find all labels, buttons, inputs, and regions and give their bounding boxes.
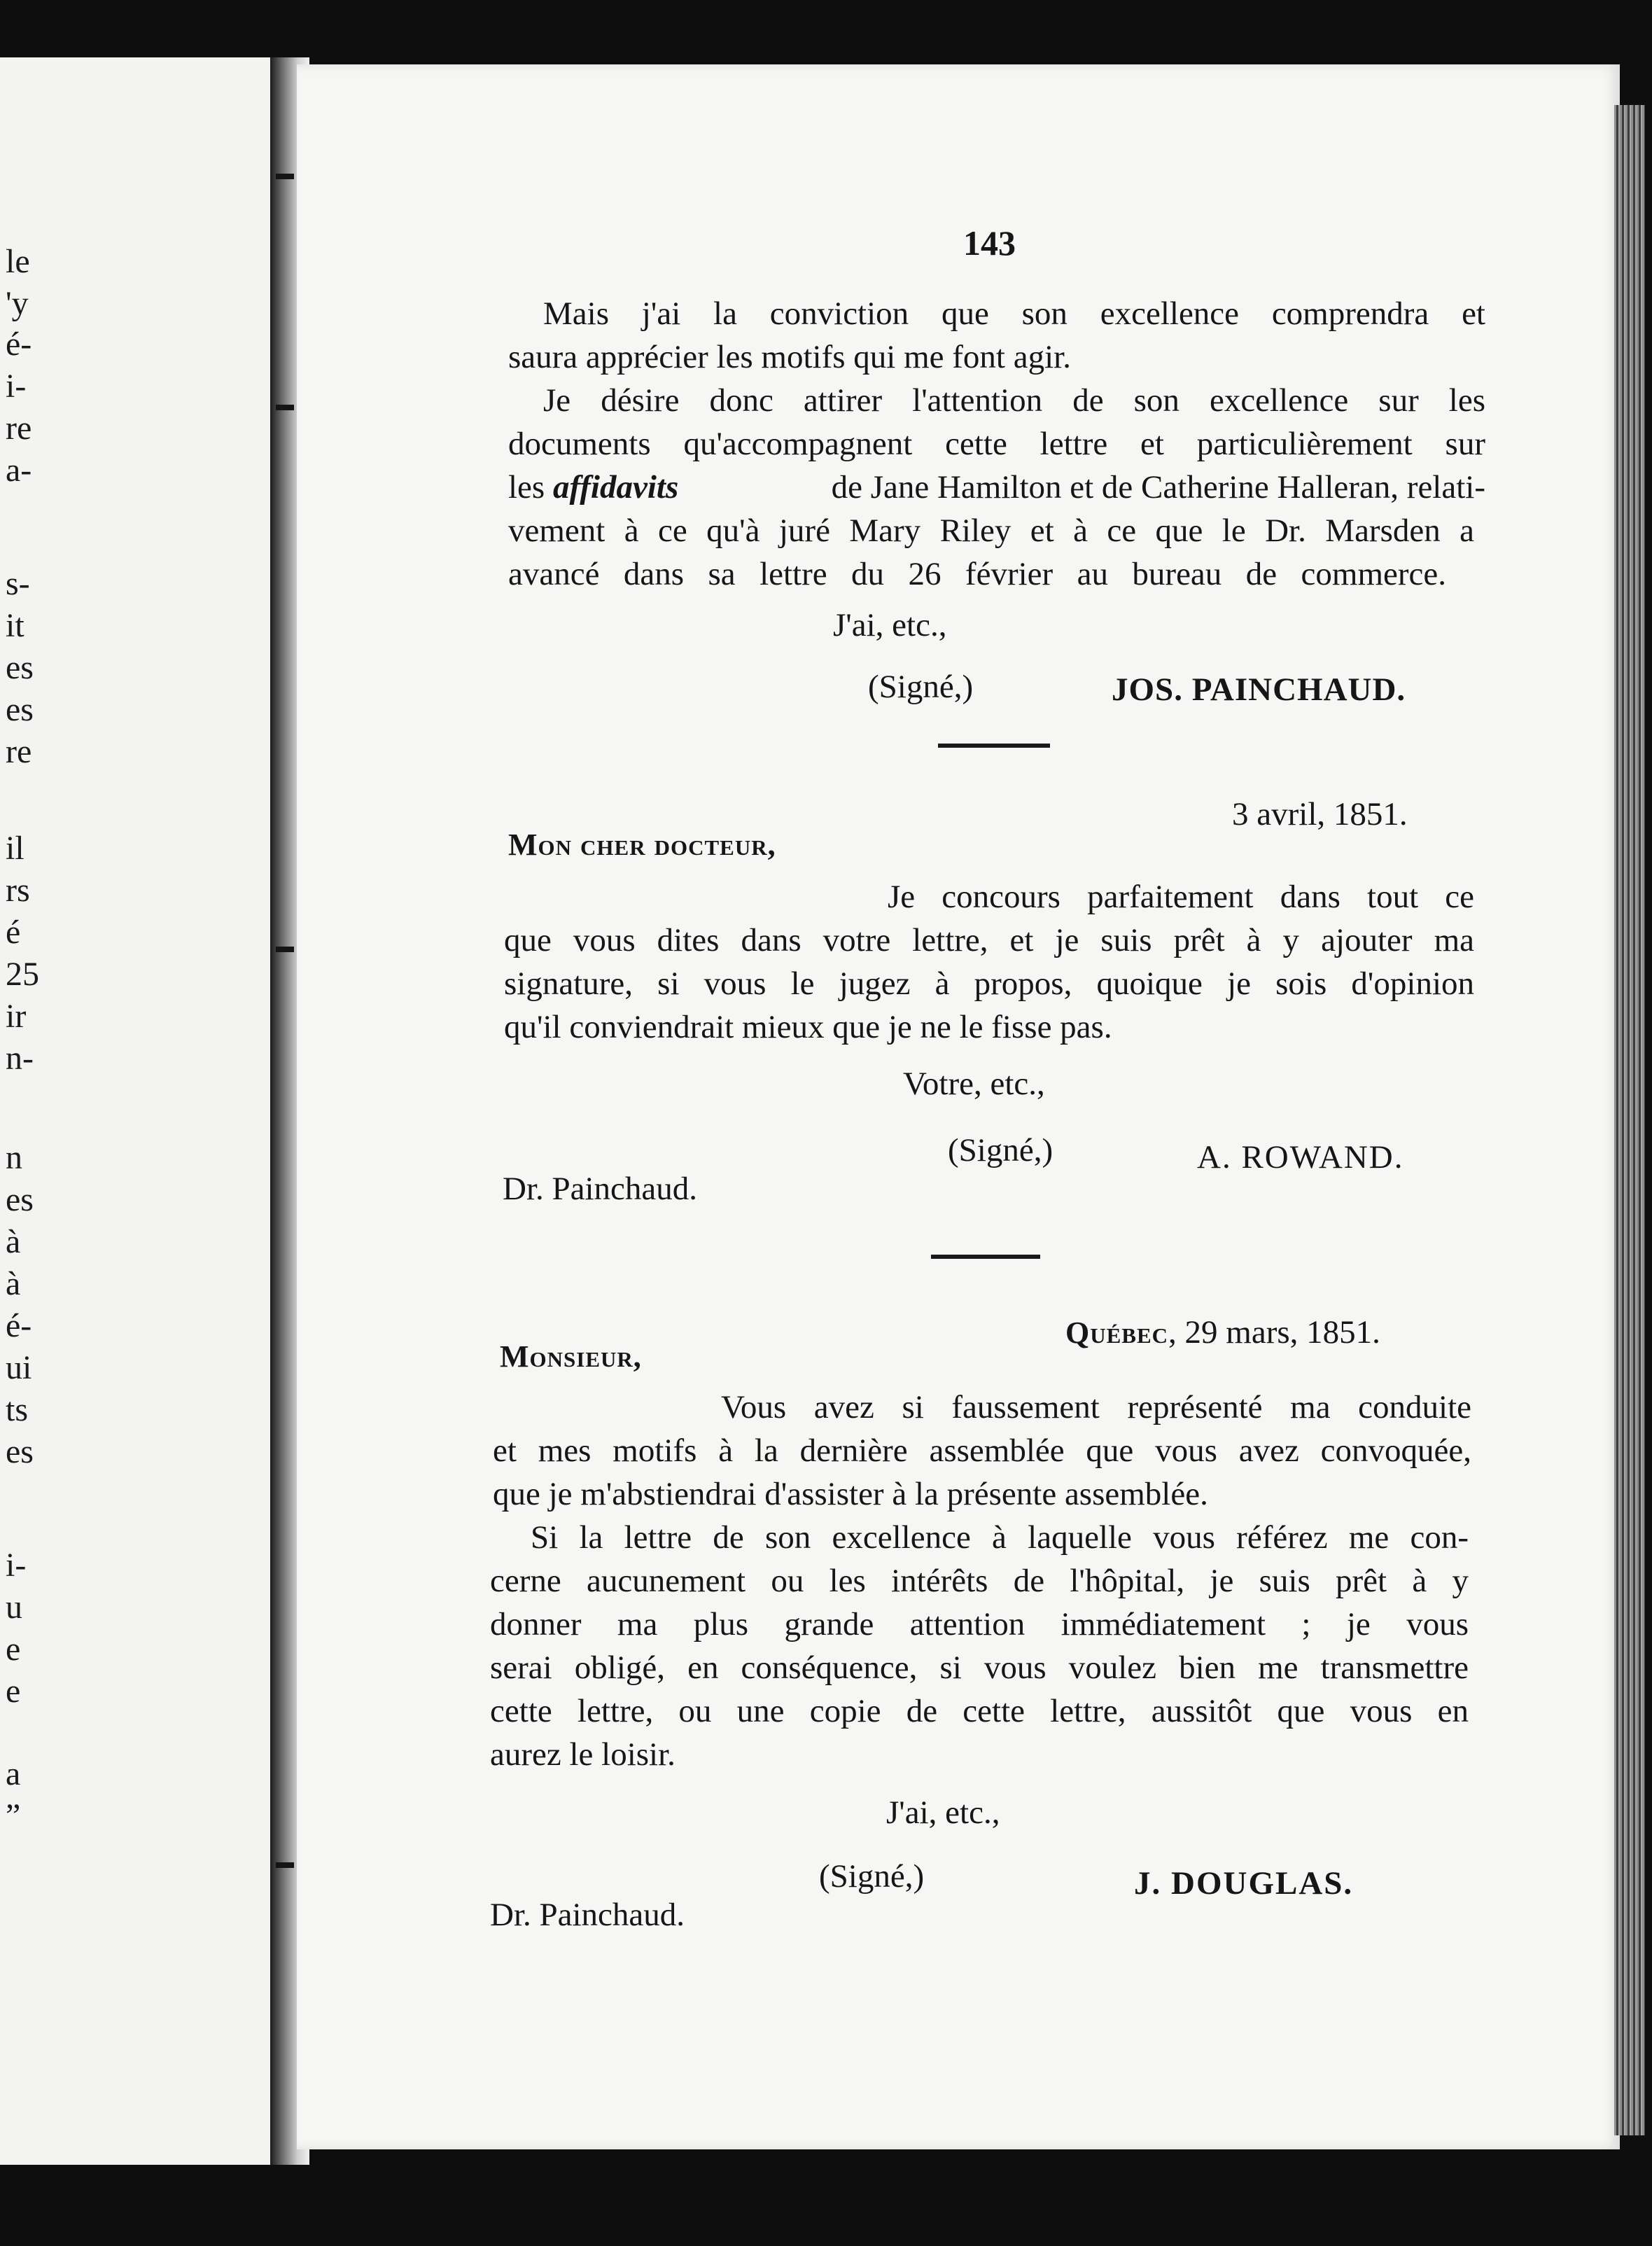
left-page-fragment: ” [6,1797,21,1834]
body-line: cerne aucunement ou les intérêts de l'hôpital, je suis prêt à y [490,1563,1469,1599]
left-page-fragment: a [6,1755,21,1792]
left-page-fragment: à [6,1265,21,1302]
left-page-fragment: le [6,243,30,280]
binding-stitch [276,405,294,410]
body-line: qu'il conviendrait mieux que je ne le fisse pas. [504,1009,1112,1045]
letter-dateline [1065,1316,1380,1349]
letter-date: 3 avril, 1851. [1232,796,1408,832]
body-line: serai obligé, en conséquence, si vous voulez bien me transmettre [490,1649,1469,1686]
addressee: Dr. Painchaud. [490,1897,685,1933]
body-line: que je m'abstiendrai d'assister à la présente assemblée. [493,1476,1208,1512]
left-page-fragment: a- [6,452,32,489]
left-page-fragment: i- [6,368,27,405]
body-line [508,471,1485,504]
left-page-fragment: é- [6,1307,32,1344]
body-line: aurez le loisir. [490,1736,676,1773]
closing: J'ai, etc., [833,607,947,643]
body-line: documents qu'accompagnent cette lettre et particulièrement sur [508,426,1485,462]
left-page-fragment: i- [6,1547,27,1584]
affidavits-line-rest: de Jane Hamilton et de Catherine Halleran, relati- [831,469,1485,505]
signature: JOS. PAINCHAUD. [1112,671,1406,708]
facing-page-left [0,57,274,2165]
binding-stitch [276,947,294,952]
signature: A. ROWAND. [1197,1139,1404,1176]
signed-mark: (Signé,) [948,1132,1054,1169]
closing: J'ai, etc., [886,1794,1000,1831]
body-line: Si la lettre de son excellence à laquelle vous référez me con- [531,1519,1469,1556]
page-number: 143 [963,223,1016,263]
body-line: vement à ce qu'à juré Mary Riley et à ce que le Dr. Marsden a [508,512,1474,549]
separator-rule [931,1255,1040,1259]
separator-rule [938,744,1050,748]
binding-stitch [276,174,294,179]
left-page-fragment: it [6,607,24,644]
body-line: Je désire donc attirer l'attention de son excellence sur les [543,382,1485,419]
left-page-fragment: s- [6,565,30,602]
body-line: avancé dans sa lettre du 26 février au bureau de commerce. [508,556,1446,592]
letter-date: , 29 mars, 1851. [1168,1314,1380,1351]
addressee: Dr. Painchaud. [503,1171,698,1207]
closing: Votre, etc., [903,1066,1045,1102]
left-page-fragment: es [6,649,34,686]
place-name: Québec [1065,1316,1169,1350]
left-page-fragment: il [6,830,24,867]
body-line: Vous avez si faussement représenté ma conduite [721,1389,1471,1425]
left-page-fragment: n [6,1139,22,1176]
signature: J. DOUGLAS. [1134,1865,1354,1902]
left-page-fragment: n- [6,1040,34,1077]
italic-affidavits: affidavits [552,469,679,505]
body-line: saura apprécier les motifs qui me font agir. [508,339,1071,375]
signed-mark: (Signé,) [868,669,974,705]
left-page-fragment: 25 [6,956,39,993]
body-line: donner ma plus grande attention immédiatement ; je vous [490,1606,1469,1642]
affidavits-line-start [508,471,678,504]
left-page-fragment: es [6,691,34,728]
signed-mark: (Signé,) [819,1858,925,1895]
body-line: que vous dites dans votre lettre, et je suis prêt à y ajouter ma [504,922,1474,958]
left-page-fragment: re [6,733,32,770]
left-page-fragment: e [6,1673,21,1710]
body-line: Mais j'ai la conviction que son excellence comprendra et [543,295,1485,332]
left-page-fragment: ts [6,1391,29,1428]
body-line: signature, si vous le jugez à propos, quoique je sois d'opinion [504,965,1474,1002]
body-line: Je concours parfaitement dans tout ce [888,879,1474,915]
left-page-fragment: re [6,410,32,447]
body-line: cette lettre, ou une copie de cette lettre, aussitôt que vous en [490,1693,1469,1729]
left-page-fragment: ir [6,998,27,1035]
left-page-fragment: é [6,914,21,951]
left-page-fragment: e [6,1631,21,1668]
word-les: les [508,469,545,505]
salutation: Monsieur, [500,1339,642,1374]
left-page-fragment: 'y [6,285,29,322]
left-page-fragment: es [6,1433,34,1470]
book-page [297,64,1620,2149]
left-page-fragment: rs [6,872,30,909]
left-page-fragment: ui [6,1349,32,1386]
salutation: Mon cher docteur, [508,828,776,862]
left-page-fragment: es [6,1181,34,1218]
binding-stitch [276,1862,294,1868]
body-line: et mes motifs à la dernière assemblée que vous avez convoquée, [493,1432,1471,1469]
left-page-fragment: à [6,1223,21,1260]
left-page-fragment: u [6,1589,22,1626]
left-page-fragment: é- [6,326,32,363]
page-stack-edge [1614,105,1645,2135]
